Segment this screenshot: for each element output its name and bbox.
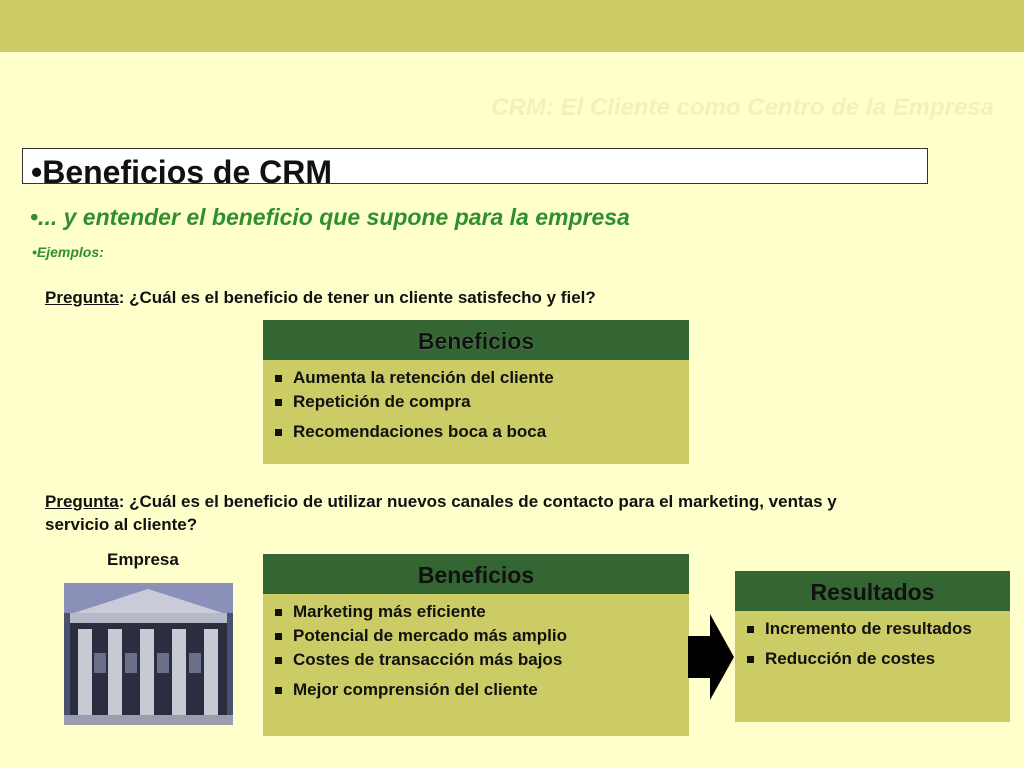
benefits-box-2-title: Beneficios — [417, 562, 535, 588]
question-2-label: Pregunta — [45, 492, 119, 511]
benefits-box-1 — [263, 320, 689, 464]
results-box-list — [735, 611, 1010, 671]
slide-subtitle: •... y entender el beneficio que supone para la empresa — [30, 204, 630, 230]
results-box — [735, 571, 1010, 722]
list-item: Recomendaciones boca a boca — [263, 420, 689, 444]
right-arrow-icon — [688, 614, 736, 700]
list-item: Aumenta la retención del cliente — [263, 366, 689, 390]
list-item: Reducción de costes — [735, 647, 1010, 671]
benefits-box-2-header — [263, 554, 689, 594]
list-item: Costes de transacción más bajos — [263, 648, 689, 672]
results-box-header — [735, 571, 1010, 611]
examples-label: •Ejemplos: — [32, 244, 104, 260]
slide-title: •Beneficios de CRM — [31, 154, 333, 184]
benefits-box-2-list — [263, 594, 689, 702]
benefits-box-1-header — [263, 320, 689, 360]
question-1-text: : ¿Cuál es el beneficio de tener un cliente satisfecho y fiel? — [118, 288, 596, 307]
list-item: Marketing más eficiente — [263, 600, 689, 624]
top-bar — [0, 0, 1024, 52]
results-box-title: Resultados — [810, 579, 935, 605]
empresa-label: Empresa — [107, 550, 179, 569]
building-photo — [64, 583, 233, 725]
list-item: Mejor comprensión del cliente — [263, 678, 689, 702]
list-item: Potencial de mercado más amplio — [263, 624, 689, 648]
benefits-box-1-title: Beneficios — [417, 328, 535, 354]
list-item: Repetición de compra — [263, 390, 689, 414]
list-item: Incremento de resultados — [735, 617, 1010, 641]
question-1-label: Pregunta — [45, 288, 119, 307]
question-1 — [45, 286, 596, 309]
slide-watermark: CRM: El Cliente como Centro de la Empresa — [491, 94, 994, 121]
question-2-text: : ¿Cuál es el beneficio de utilizar nuevos canales de contacto para el marketing, ventas y servicio al cliente? — [45, 492, 837, 534]
benefits-box-2 — [263, 554, 689, 736]
slide-title-box — [22, 148, 928, 184]
benefits-box-1-list — [263, 360, 689, 444]
question-2 — [45, 490, 845, 536]
